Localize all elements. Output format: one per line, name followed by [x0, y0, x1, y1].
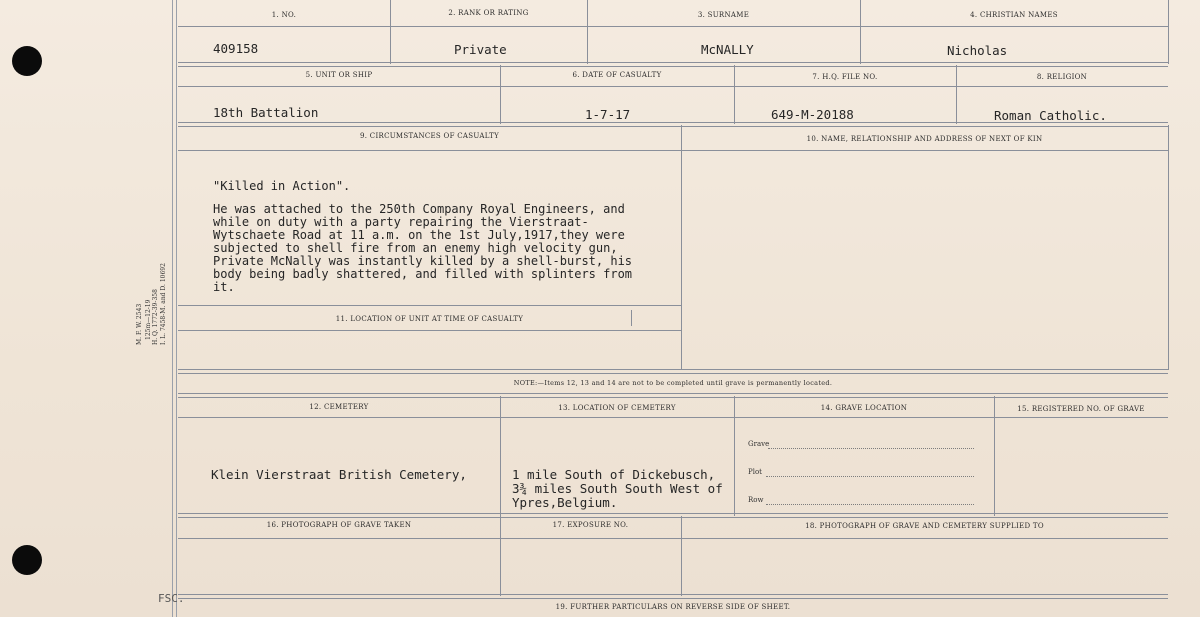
rule-note-bottom	[178, 393, 1168, 398]
header-no: 1. NO.	[271, 11, 297, 19]
header-location-unit: 11. LOCATION OF UNIT AT TIME OF CASUALTY	[335, 315, 524, 323]
rule-row2-mid	[178, 86, 1168, 87]
value-unit: 18th Battalion	[213, 105, 319, 120]
rule-row5-mid	[178, 417, 1168, 418]
header-exposure: 17. EXPOSURE NO.	[552, 521, 629, 529]
header-grave-location: 14. GRAVE LOCATION	[820, 404, 908, 412]
rule-v-r3-right	[1168, 125, 1169, 370]
header-cemetery: 12. CEMETERY	[309, 403, 369, 411]
value-cemetery: Klein Vierstraat British Cemetery,	[211, 467, 467, 482]
circumstances-text	[213, 180, 673, 294]
rule-v-r5-1	[500, 396, 501, 516]
header-photo-supplied: 18. PHOTOGRAPH OF GRAVE AND CEMETERY SUPPLIED TO	[805, 522, 1044, 530]
punch-hole-bottom	[12, 545, 42, 575]
rule-v-r1-2	[587, 0, 588, 64]
header-christian: 4. CHRISTIAN NAMES	[970, 11, 1058, 19]
header-next-of-kin: 10. NAME, RELATIONSHIP AND ADDRESS OF NEXT OF KIN	[806, 135, 1043, 143]
header-unit: 5. UNIT OR SHIP	[305, 71, 373, 79]
grave-field-line	[768, 448, 974, 449]
rule-note-top	[178, 369, 1168, 374]
header-surname: 3. SURNAME	[697, 11, 750, 19]
header-registered: 15. REGISTERED NO. OF GRAVE	[1017, 405, 1145, 413]
circumstances-line: body being badly shattered, and filled with splinters from	[213, 267, 633, 281]
margin-line-left	[172, 0, 173, 617]
rule-row3-mid	[178, 150, 1168, 151]
value-no: 409158	[213, 41, 259, 56]
row-label: Row	[748, 496, 764, 504]
rule-v-r1-3	[860, 0, 861, 64]
note-text: NOTE:—Items 12, 13 and 14 are not to be completed until grave is permanently located.	[513, 379, 833, 387]
plot-label: Plot	[748, 468, 762, 476]
header-date: 6. DATE OF CASUALTY	[572, 71, 662, 79]
header-photo-taken: 16. PHOTOGRAPH OF GRAVE TAKEN	[266, 521, 412, 529]
row-field-line	[766, 504, 974, 505]
value-religion: Roman Catholic.	[994, 108, 1107, 123]
side-form-line2: 125m—12-19	[145, 299, 152, 340]
circumstances-line: it.	[213, 280, 235, 294]
side-form-line1: M. F. W. 2543	[136, 303, 143, 345]
rule-row1-top	[178, 26, 1168, 27]
header-location-cemetery: 13. LOCATION OF CEMETERY	[558, 404, 676, 412]
rule-v-r5-3	[994, 396, 995, 516]
value-surname: McNALLY	[701, 42, 754, 57]
initials-stamp: FSC.	[158, 592, 185, 605]
circumstances-line: Private McNally was instantly killed by a shell-burst, his	[213, 254, 633, 268]
value-location-line2: 3¾ miles South South West of	[512, 481, 723, 496]
value-date: 1-7-17	[585, 107, 631, 122]
rule-row4-mid	[178, 330, 681, 331]
value-christian: Nicholas	[947, 43, 1008, 58]
value-rank: Private	[454, 42, 507, 57]
rule-row6-mid	[178, 538, 1168, 539]
rule-v-r5-2	[734, 396, 735, 516]
circumstances-quote: "Killed in Action".	[213, 179, 351, 193]
rule-v-r3-center	[681, 125, 682, 370]
value-hq: 649-M-20188	[771, 107, 854, 122]
rule-row6-bottom	[178, 594, 1168, 599]
header-religion: 8. RELIGION	[1036, 73, 1088, 81]
value-location-line1: 1 mile South of Dickebusch,	[512, 467, 716, 482]
grave-label: Grave	[748, 440, 770, 448]
rule-row5-bottom	[178, 513, 1168, 518]
circumstances-line: Wytschaete Road at 11 a.m. on the 1st July,1917,they were	[213, 228, 625, 242]
rule-row1-bottom	[178, 62, 1168, 67]
header-further: 19. FURTHER PARTICULARS ON REVERSE SIDE OF SHEET.	[555, 603, 791, 611]
margin-line-right	[176, 0, 177, 617]
plot-field-line	[766, 476, 974, 477]
rule-v-r1-4	[1168, 0, 1169, 64]
header-rank: 2. RANK OR RATING	[448, 9, 529, 17]
rule-row4-top	[178, 305, 681, 306]
side-form-line3: H. Q. 1772-39-358	[152, 289, 159, 345]
circumstances-line: subjected to shell fire from an enemy high velocity gun,	[213, 241, 618, 255]
circumstances-line: while on duty with a party repairing the Vierstraat-	[213, 215, 589, 229]
side-form-line4: I. L. 7458-M. and D. 10692	[160, 263, 167, 345]
punch-hole-top	[12, 46, 42, 76]
value-location-line3: Ypres,Belgium.	[512, 495, 618, 510]
header-circumstances: 9. CIRCUMSTANCES OF CASUALTY	[359, 132, 499, 140]
circumstances-line: He was attached to the 250th Company Royal Engineers, and	[213, 202, 625, 216]
header-hq: 7. H.Q. FILE NO.	[812, 73, 878, 81]
